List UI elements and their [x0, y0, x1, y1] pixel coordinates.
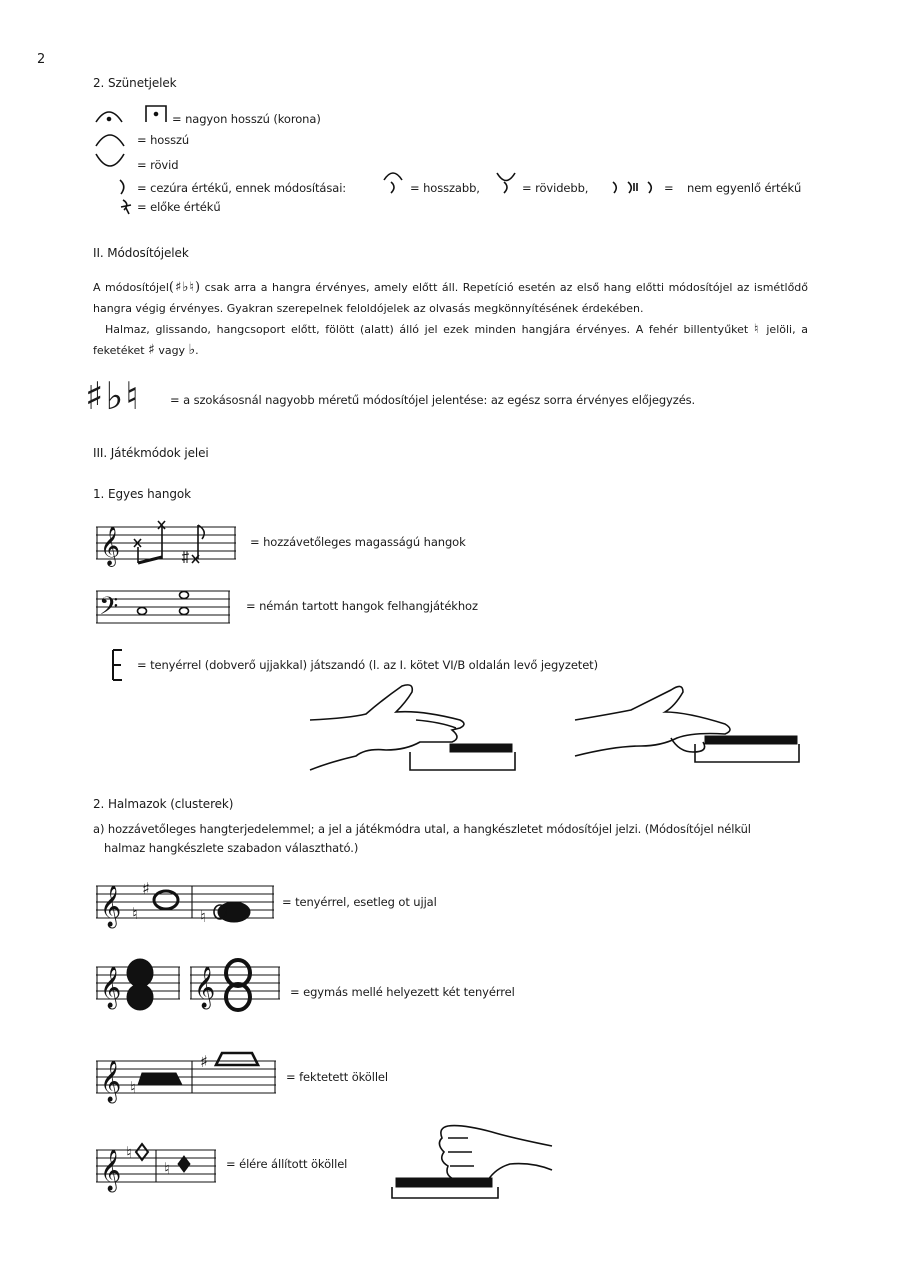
svg-text:♮: ♮: [200, 907, 206, 926]
silent-notes-label: = némán tartott hangok felhangjátékhoz: [246, 599, 478, 613]
svg-text:♮: ♮: [130, 1078, 136, 1097]
rest-short-label: = rövid: [137, 158, 179, 172]
hand-flat-palm-illustration: [310, 680, 520, 780]
sharp-icon: ♯: [148, 342, 155, 358]
svg-text:♮: ♮: [132, 904, 138, 923]
svg-text:𝄢: 𝄢: [99, 592, 119, 627]
two-palms-staff-1: [96, 955, 180, 1015]
flat-fist-label: = fektetett ököllel: [286, 1070, 388, 1084]
caesura-unequal-eq: =: [664, 181, 674, 195]
svg-text:♯: ♯: [142, 879, 150, 898]
natural-icon: ♮: [753, 322, 761, 337]
cluster-palm-label: = tenyérrel, esetleg ot ujjal: [282, 895, 437, 909]
svg-text:𝄞: 𝄞: [194, 967, 216, 1008]
caesura-label: = cezúra értékű, ennek módosításai:: [137, 181, 347, 195]
approx-pitch-staff: [96, 517, 236, 569]
caesura-unequal-icon: [610, 179, 660, 197]
grace-rest-icon: [120, 198, 134, 216]
short-pause-icon: [94, 152, 126, 172]
techniques-heading: III. Játékmódok jelei: [93, 446, 209, 460]
clusters-desc-line1: a) hozzávetőleges hangterjedelemmel; a jel a játékmódra utal, a hangkészletet módosítójel jelzi. (Módosítójel nélkül: [93, 822, 751, 836]
clusters-heading: 2. Halmazok (clusterek): [93, 797, 234, 811]
fist-illustration: [392, 1118, 558, 1202]
caesura-short-icon: [494, 170, 518, 196]
rests-heading: 2. Szünetjelek: [93, 76, 177, 90]
svg-text:𝄞: 𝄞: [100, 1150, 122, 1191]
svg-text:𝄞: 𝄞: [100, 886, 122, 927]
hand-fingers-illustration: [575, 680, 805, 770]
svg-text:𝄞: 𝄞: [100, 1061, 122, 1102]
long-pause-icon: [94, 128, 126, 148]
silent-notes-staff: [96, 587, 230, 627]
rest-medium-label: = hosszú: [137, 133, 190, 147]
accidentals-heading: II. Módosítójelek: [93, 246, 189, 260]
caesura-unequal-label: nem egyenlő értékű: [687, 181, 802, 195]
page-number: 2: [37, 52, 46, 67]
accidental-group-icon: (♯♭♮): [168, 280, 201, 295]
caesura-shorter-label: = rövidebb,: [522, 181, 589, 195]
single-notes-heading: 1. Egyes hangok: [93, 487, 191, 501]
rest-long-label: = nagyon hosszú (korona): [172, 112, 321, 126]
para2-or: vagy: [158, 344, 186, 357]
accidentals-paragraph: A módosítójel(♯♭♮) csak arra a hangra érvényes, amely előtt áll. Repetíció esetén az első hang előtti módosítójel az ismétlődő hangra végig érvényes. Gyakran szerepelnek feloldójelek az olvasás megkönnyítésének érdekében. Halmaz, glissando, hangcsoport előtt, fölött (alatt) álló jel ezek minden hangjára érvényes. A fehér billentyűket ♮ jelöli, a feketéket ♯ vagy ♭.: [93, 280, 809, 358]
two-palms-staff-2: [190, 955, 280, 1015]
large-accidentals-label: = a szokásosnál nagyobb méretű módosítójel jelentése: az egész sorra érvényes előjegyzés.: [170, 393, 696, 407]
palm-cluster-staff: [96, 876, 274, 932]
caesura-long-icon: [381, 170, 405, 196]
palm-symbol-icon: [110, 648, 126, 682]
svg-text:♮: ♮: [126, 1143, 132, 1162]
clusters-desc-line2: halmaz hangkészlete szabadon választható.): [104, 841, 359, 855]
para2-start: Halmaz, glissando, hangcsoport előtt, fölött (alatt) álló jel ezek minden hangjára érvényes. A fehér billentyűket: [105, 323, 749, 336]
edge-fist-staff: [96, 1140, 216, 1190]
large-accidentals-icon: ♯♭♮: [85, 374, 141, 418]
grace-label: = előke értékű: [137, 200, 221, 214]
para1-start: A módosítójel: [93, 281, 169, 294]
square-fermata-icon: [144, 104, 168, 124]
caesura-icon: [117, 178, 129, 196]
two-palms-label: = egymás mellé helyezett két tenyérrel: [290, 985, 515, 999]
flat-icon: ♭: [188, 342, 196, 358]
svg-text:𝄞: 𝄞: [100, 967, 122, 1008]
svg-text:♮: ♮: [164, 1159, 170, 1178]
flat-fist-staff: [96, 1049, 276, 1102]
approx-pitch-label: = hozzávetőleges magasságú hangok: [250, 535, 466, 549]
palm-label: = tenyérrel (dobverő ujjakkal) játszandó (l. az I. kötet VI/B oldalán levő jegyzetet): [137, 658, 598, 672]
fermata-icon: [94, 104, 124, 126]
svg-text:♯: ♯: [200, 1052, 208, 1071]
svg-text:𝄞: 𝄞: [100, 526, 121, 566]
para1-rest: csak arra a hangra érvényes, amely előtt áll. Repetíció esetén az első hang előtti módosítójel az ismétlődő hangra végig érvényes. Gyakran szerepelnek feloldójelek az olvasás megkönnyítésének érdekében.: [93, 281, 809, 315]
para2-mid: jelöli, a feketéket: [93, 323, 808, 357]
edge-fist-label: = élére állított ököllel: [226, 1157, 348, 1171]
caesura-longer-label: = hosszabb,: [410, 181, 480, 195]
